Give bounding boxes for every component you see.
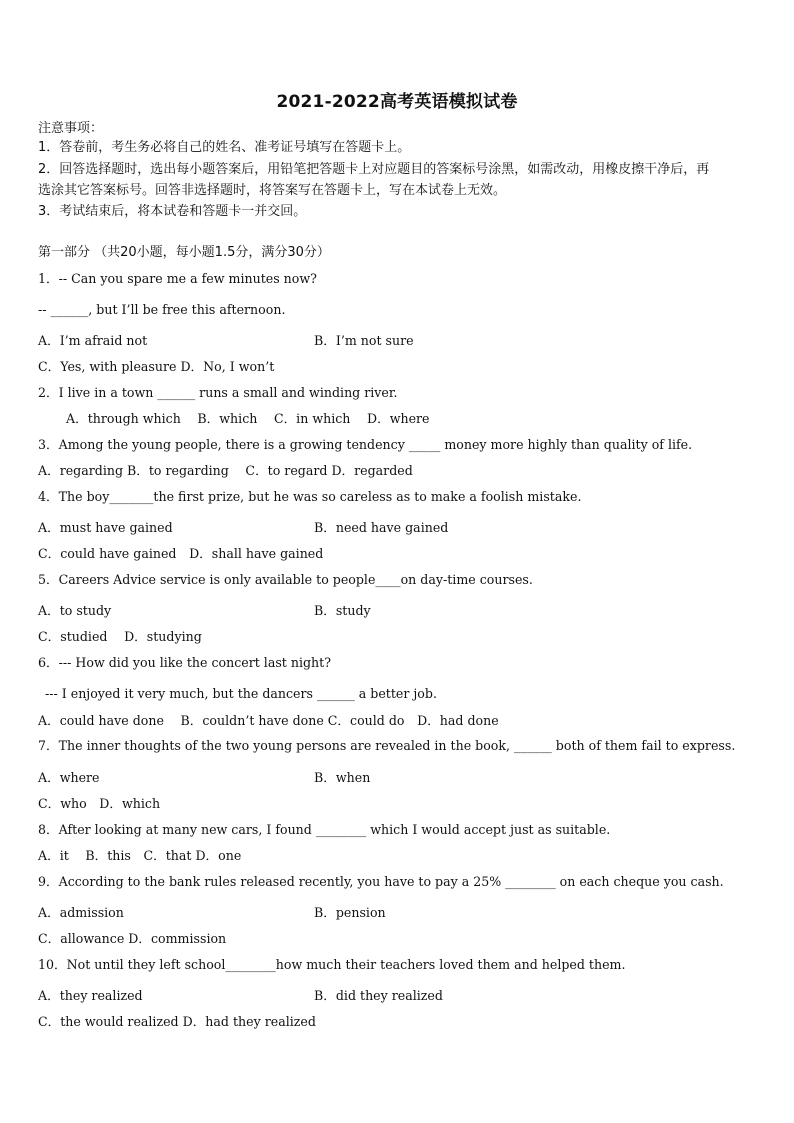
question-stem: 5．Careers Advice service is only available to people____on day-time courses. bbox=[38, 572, 533, 587]
question-stem: 4．The boy_______the first prize, but he was so careless as to make a foolish mistake. bbox=[38, 489, 582, 504]
option-b: B．did they realized bbox=[314, 988, 443, 1003]
options-row: A．through which B．which C．in which D．where bbox=[66, 411, 430, 426]
question-stem: 7．The inner thoughts of the two young persons are revealed in the book, ______ both of them fail to express. bbox=[38, 738, 736, 753]
question-stem: 2．I live in a town ______ runs a small and winding river. bbox=[38, 385, 398, 400]
option-b: B．need have gained bbox=[314, 520, 449, 535]
question-stem-continued: -- ______, but I’ll be free this afternoon. bbox=[38, 302, 286, 317]
question-stem: 10．Not until they left school________how much their teachers loved them and helped them. bbox=[38, 957, 626, 972]
option-a: A．where bbox=[38, 770, 100, 785]
options-row: A．it B．this C．that D．one bbox=[38, 848, 242, 863]
option-a: A．to study bbox=[38, 603, 112, 618]
option-b: B．pension bbox=[314, 905, 386, 920]
page-title: 2021-2022高考英语模拟试卷 bbox=[276, 92, 518, 112]
question-stem: 6．--- How did you like the concert last night? bbox=[38, 655, 331, 670]
question-stem: 1．-- Can you spare me a few minutes now? bbox=[38, 271, 317, 286]
notice-item: 选涂其它答案标号。回答非选择题时，将答案写在答题卡上，写在本试卷上无效。 bbox=[38, 183, 507, 198]
section-heading: 第一部分 （共20小题，每小题1.5分，满分30分） bbox=[38, 245, 330, 260]
question-stem: 8．After looking at many new cars, I found ________ which I would accept just as suitable. bbox=[38, 822, 611, 837]
option-a: A．admission bbox=[38, 905, 124, 920]
question-stem: 3．Among the young people, there is a growing tendency _____ money more highly than quality of life. bbox=[38, 437, 693, 452]
option-a: A．I’m afraid not bbox=[38, 333, 148, 348]
options-cd: C．the would realized D．had they realized bbox=[38, 1014, 316, 1029]
option-a: A．they realized bbox=[38, 988, 143, 1003]
option-b: B．when bbox=[314, 770, 371, 785]
option-a: A．must have gained bbox=[38, 520, 173, 535]
options-row: A．could have done B．couldn’t have done C．could do D．had done bbox=[38, 713, 499, 728]
notice-item: 1．答卷前，考生务必将自己的姓名、准考证号填写在答题卡上。 bbox=[38, 140, 411, 155]
options-cd: C．Yes, with pleasure D．No, I won’t bbox=[38, 359, 275, 374]
options-cd: C．could have gained D．shall have gained bbox=[38, 546, 324, 561]
options-row: A．regarding B．to regarding C．to regard D．regarded bbox=[38, 463, 413, 478]
notice-heading: 注意事项： bbox=[38, 121, 104, 136]
option-b: B．study bbox=[314, 603, 371, 618]
notice-item: 3．考试结束后，将本试卷和答题卡一并交回。 bbox=[38, 204, 307, 219]
question-stem: 9．According to the bank rules released recently, you have to pay a 25% ________ on each cheque you cash. bbox=[38, 874, 724, 889]
option-b: B．I’m not sure bbox=[314, 333, 414, 348]
options-cd: C．studied D．studying bbox=[38, 629, 202, 644]
options-cd: C．who D．which bbox=[38, 796, 161, 811]
notice-item: 2．回答选择题时，选出每小题答案后，用铅笔把答题卡上对应题目的答案标号涂黑，如需改动，用橡皮擦干净后，再 bbox=[38, 162, 710, 177]
options-cd: C．allowance D．commission bbox=[38, 931, 227, 946]
question-stem-continued: --- I enjoyed it very much, but the dancers ______ a better job. bbox=[45, 686, 437, 701]
